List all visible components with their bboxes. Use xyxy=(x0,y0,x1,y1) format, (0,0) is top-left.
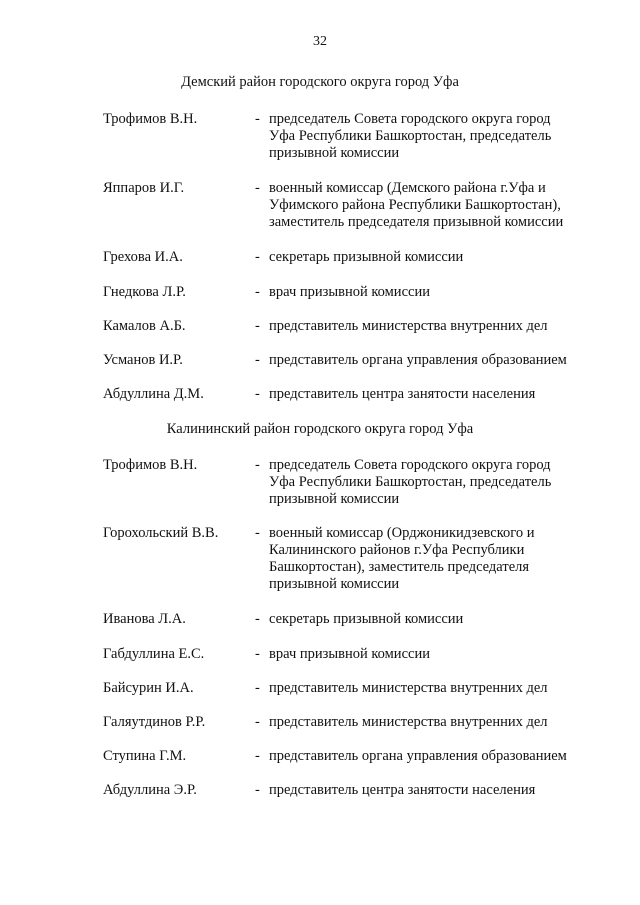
member-name: Галяутдинов Р.Р. xyxy=(103,714,206,730)
member-name: Абдуллина Э.Р. xyxy=(103,782,197,798)
role-line: заместитель председателя призывной комиссии xyxy=(269,214,564,230)
dash: - xyxy=(255,386,260,402)
dash: - xyxy=(255,318,260,334)
member-name: Иванова Л.А. xyxy=(103,611,186,627)
member-role xyxy=(269,611,619,628)
member-role xyxy=(269,111,619,162)
role-line: представитель министерства внутренних дел xyxy=(269,714,548,730)
member-role xyxy=(269,386,619,403)
role-line: призывной комиссии xyxy=(269,491,400,507)
member-name: Абдуллина Д.М. xyxy=(103,386,204,402)
role-line: военный комиссар (Орджоникидзевского и xyxy=(269,525,535,541)
role-line: представитель органа управления образованием xyxy=(269,748,567,764)
member-name: Камалов А.Б. xyxy=(103,318,186,334)
dash: - xyxy=(255,646,260,662)
member-role xyxy=(269,249,619,266)
member-role xyxy=(269,714,619,731)
role-line: врач призывной комиссии xyxy=(269,284,430,300)
role-line: секретарь призывной комиссии xyxy=(269,611,464,627)
member-name: Ступина Г.М. xyxy=(103,748,187,764)
member-name: Байсурин И.А. xyxy=(103,680,194,696)
dash: - xyxy=(255,284,260,300)
role-line: Калининского районов г.Уфа Республики xyxy=(269,542,525,558)
dash: - xyxy=(255,714,260,730)
member-role xyxy=(269,284,619,301)
dash: - xyxy=(255,111,260,127)
member-role xyxy=(269,525,619,593)
dash: - xyxy=(255,457,260,473)
member-role xyxy=(269,352,619,369)
role-line: военный комиссар (Демского района г.Уфа и xyxy=(269,180,546,196)
dash: - xyxy=(255,680,260,696)
dash: - xyxy=(255,525,260,541)
role-line: председатель Совета городского округа город xyxy=(269,457,551,473)
member-name: Трофимов В.Н. xyxy=(103,111,198,127)
role-line: Уфа Республики Башкортостан, председатель xyxy=(269,128,552,144)
member-role xyxy=(269,646,619,663)
member-name: Трофимов В.Н. xyxy=(103,457,198,473)
member-role xyxy=(269,180,619,231)
member-role xyxy=(269,748,619,765)
member-role xyxy=(269,782,619,799)
role-line: врач призывной комиссии xyxy=(269,646,430,662)
member-name: Грехова И.А. xyxy=(103,249,183,265)
dash: - xyxy=(255,748,260,764)
role-line: представитель органа управления образованием xyxy=(269,352,567,368)
member-role xyxy=(269,318,619,335)
role-line: секретарь призывной комиссии xyxy=(269,249,464,265)
role-line: представитель центра занятости населения xyxy=(269,386,536,402)
member-role xyxy=(269,457,619,508)
member-name: Яппаров И.Г. xyxy=(103,180,185,196)
dash: - xyxy=(255,180,260,196)
dash: - xyxy=(255,249,260,265)
role-line: призывной комиссии xyxy=(269,145,400,161)
role-line: представитель министерства внутренних дел xyxy=(269,318,548,334)
page-number: 32 xyxy=(313,34,327,49)
role-line: представитель министерства внутренних дел xyxy=(269,680,548,696)
member-name: Горохольский В.В. xyxy=(103,525,219,541)
role-line: Уфа Республики Башкортостан, председатель xyxy=(269,474,552,490)
section-title: Калининский район городского округа город Уфа xyxy=(166,421,474,437)
member-name: Усманов И.Р. xyxy=(103,352,183,368)
dash: - xyxy=(255,611,260,627)
role-line: Уфимского района Республики Башкортостан), xyxy=(269,197,561,213)
member-name: Габдуллина Е.С. xyxy=(103,646,205,662)
role-line: Башкортостан), заместитель председателя xyxy=(269,559,530,575)
role-line: представитель центра занятости населения xyxy=(269,782,536,798)
dash: - xyxy=(255,352,260,368)
role-line: председатель Совета городского округа город xyxy=(269,111,551,127)
member-role xyxy=(269,680,619,697)
section-title: Демский район городского округа город Уфа xyxy=(181,74,459,90)
member-name: Гнедкова Л.Р. xyxy=(103,284,186,300)
dash: - xyxy=(255,782,260,798)
role-line: призывной комиссии xyxy=(269,576,400,592)
